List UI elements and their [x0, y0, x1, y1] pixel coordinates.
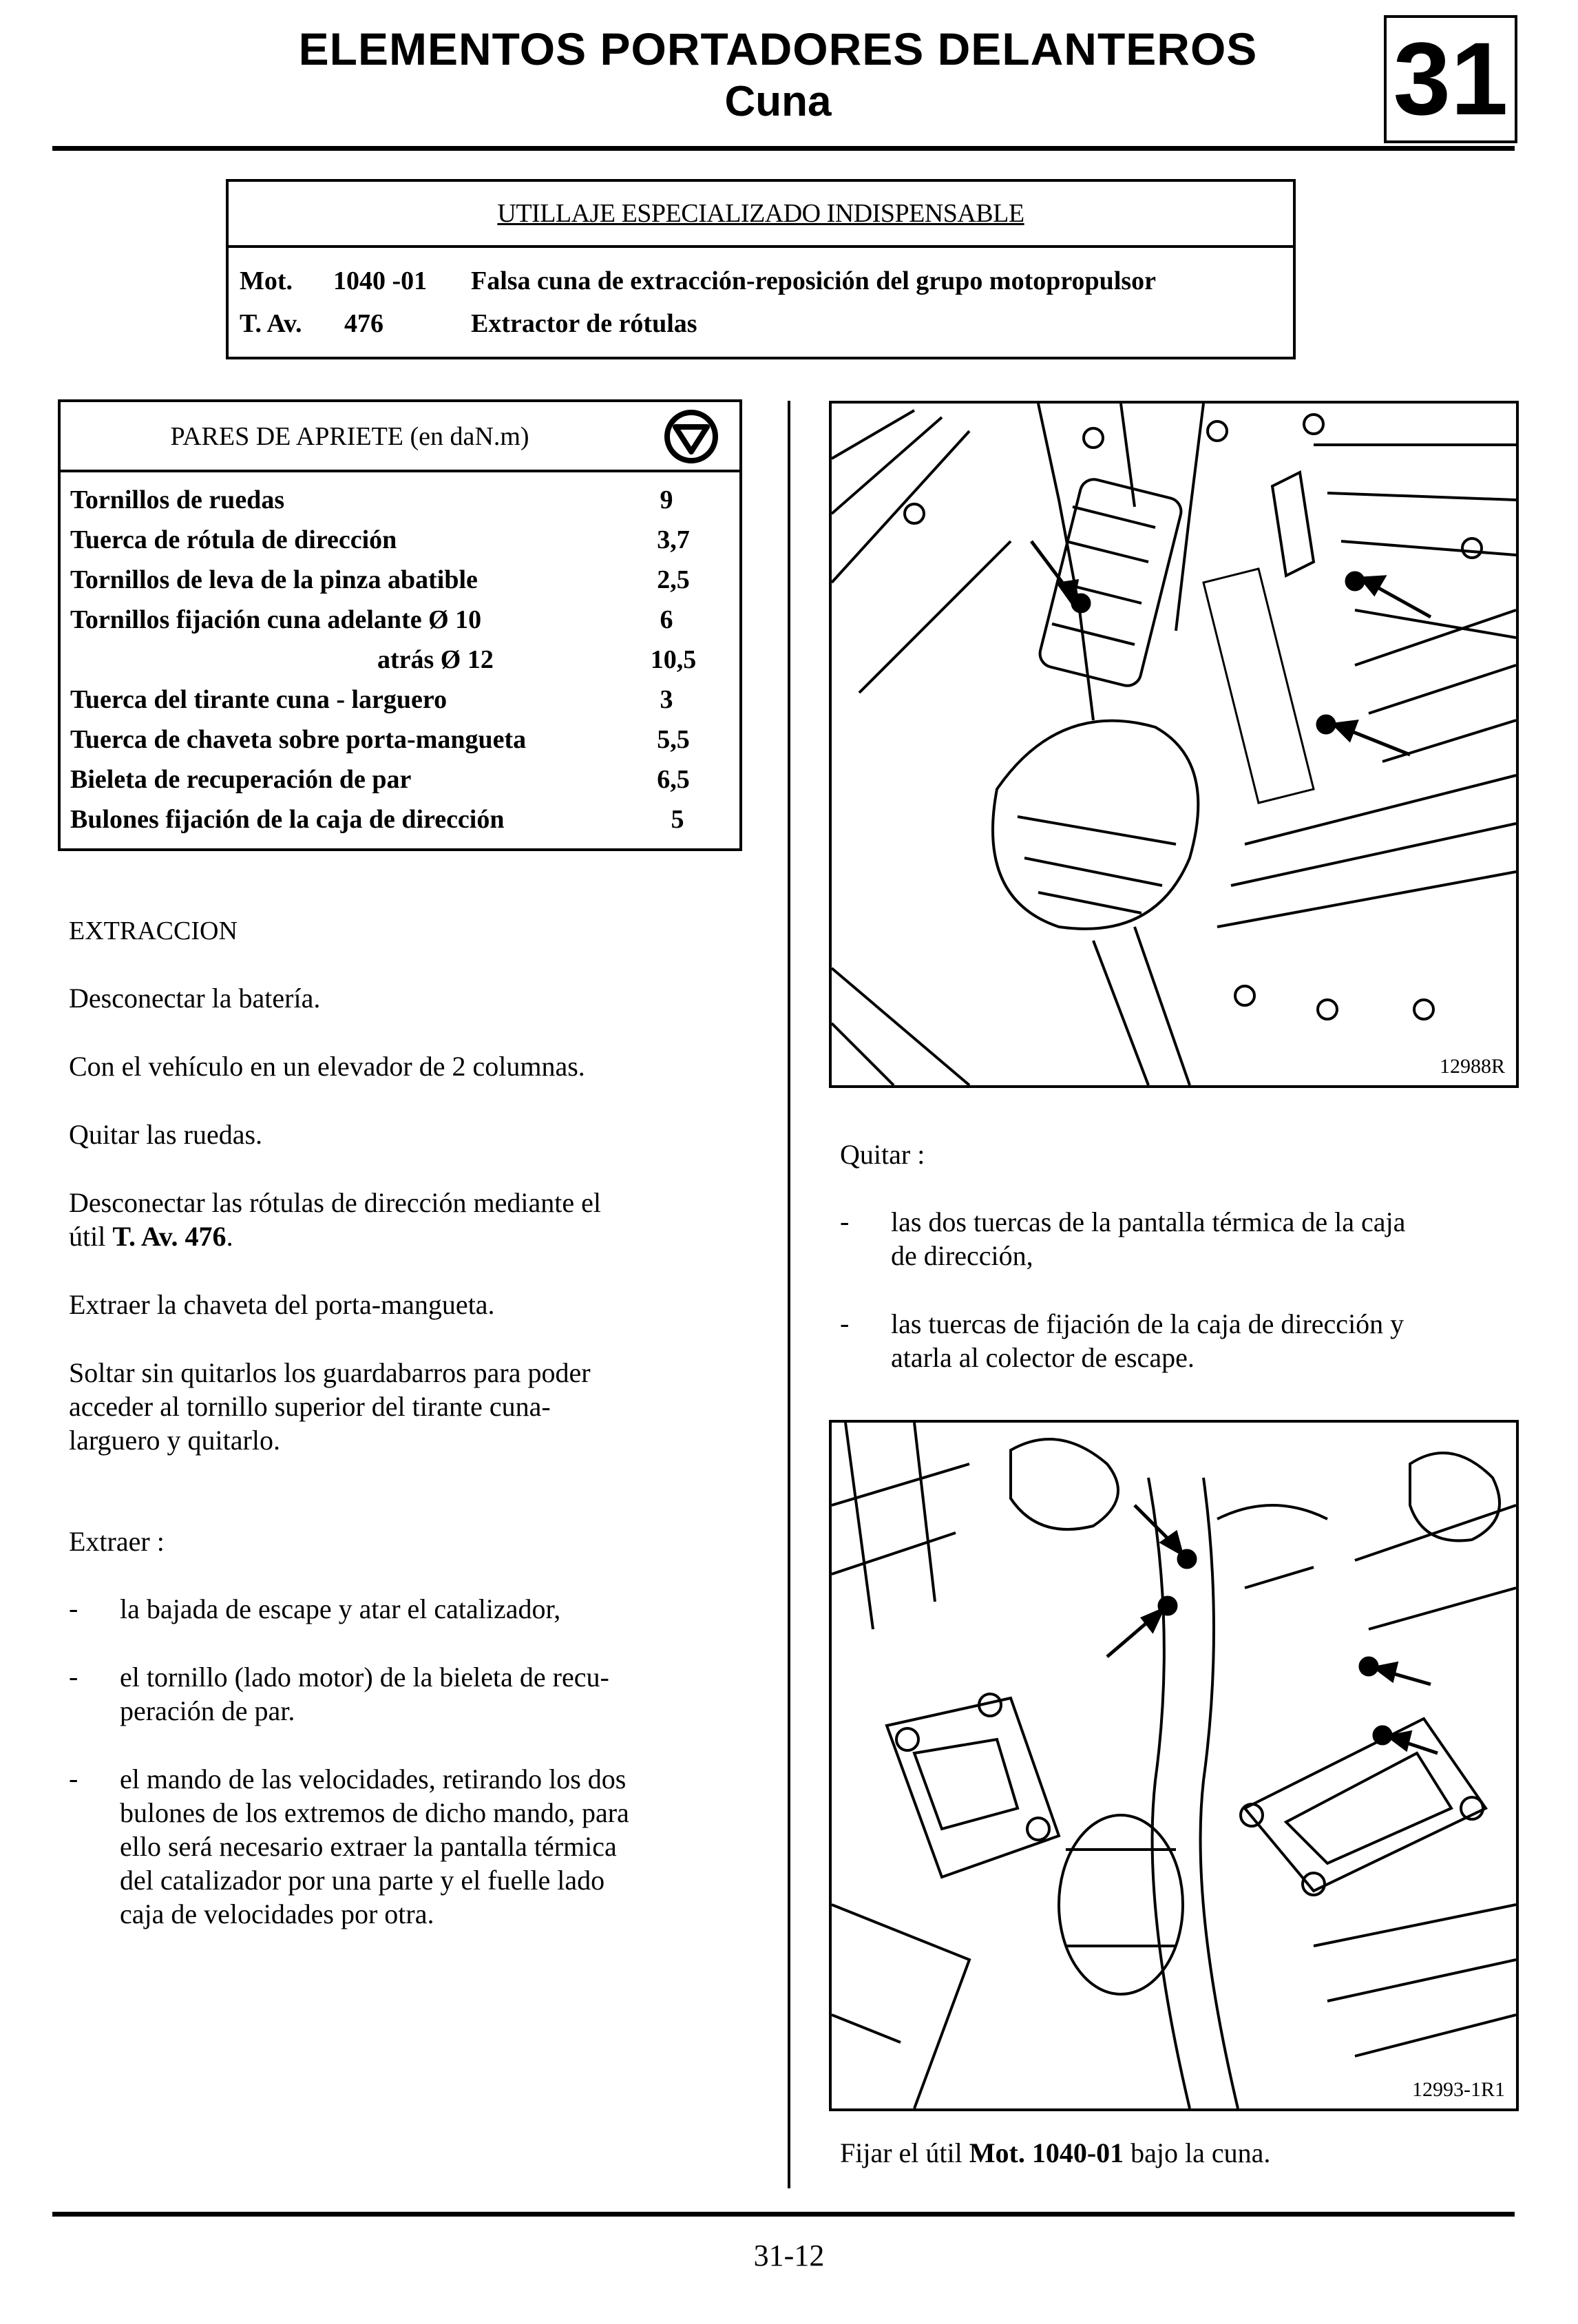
list-item: el tornillo (lado motor) de la bieleta de recu- [120, 1662, 609, 1693]
paragraph: Quitar las ruedas. [69, 1119, 263, 1150]
list-item: caja de velocidades por otra. [120, 1898, 434, 1929]
paragraph: Desconectar la batería. [69, 983, 321, 1014]
tool-number: 476 [344, 309, 383, 338]
torque-label: Tuerca de chaveta sobre porta-mangueta [70, 725, 527, 754]
list-item: el mando de las velocidades, retirando los dos [120, 1763, 627, 1794]
chapter-number: 31 [1384, 15, 1517, 143]
header-divider [52, 146, 1515, 151]
torque-heading-row [61, 402, 739, 472]
technical-illustration [832, 404, 1516, 1085]
section-title: EXTRACCION [69, 917, 238, 945]
torque-value: 2,5 [657, 565, 690, 594]
torque-label: Tuerca del tirante cuna - larguero [70, 685, 448, 714]
torque-symbol-icon [664, 409, 719, 464]
torque-value: 5 [671, 805, 684, 834]
paragraph: Soltar sin quitarlos los guardabarros para poder [69, 1357, 591, 1388]
torque-value: 3 [660, 685, 673, 714]
figure-steering-box [829, 1420, 1519, 2111]
extraer-intro: Extraer : [69, 1526, 165, 1557]
torque-label: Bulones fijación de la caja de dirección [70, 805, 505, 834]
tool-reference: T. Av. 476 [112, 1221, 227, 1252]
torque-label: Tuerca de rótula de dirección [70, 525, 397, 554]
tool-number: 1040 -01 [333, 266, 428, 295]
figure-code: 12993-1R1 [1412, 2078, 1505, 2101]
paragraph: Con el vehículo en un elevador de 2 columnas. [69, 1051, 585, 1082]
torque-table [58, 399, 742, 851]
torque-label: Tornillos fijación cuna adelante Ø 10 [70, 605, 482, 634]
footer-divider [52, 2212, 1515, 2217]
paragraph: Desconectar las rótulas de dirección mediante el [69, 1187, 601, 1218]
list-dash: - [69, 1763, 78, 1794]
figure-underbody-exhaust [829, 401, 1519, 1088]
torque-value: 5,5 [657, 725, 690, 754]
list-item: atarla al colector de escape. [891, 1342, 1195, 1373]
tool-description: Extractor de rótulas [471, 309, 697, 338]
list-item: ello será necesario extraer la pantalla térmica [120, 1831, 617, 1862]
torque-label: Tornillos de ruedas [70, 485, 285, 514]
column-divider [788, 401, 790, 2188]
torque-label: Tornillos de leva de la pinza abatible [70, 565, 478, 594]
page-number: 31-12 [753, 2239, 825, 2272]
torque-value: 6 [660, 605, 673, 634]
list-item: la bajada de escape y atar el catalizador, [120, 1593, 561, 1624]
list-dash: - [840, 1308, 850, 1339]
paragraph: acceder al tornillo superior del tirante cuna- [69, 1391, 551, 1422]
list-item: peración de par. [120, 1695, 295, 1726]
list-dash: - [69, 1661, 78, 1692]
torque-value: 9 [660, 485, 673, 514]
list-item: de dirección, [891, 1240, 1033, 1271]
tool-prefix: T. Av. [240, 309, 302, 338]
page-title: ELEMENTOS PORTADORES DELANTEROS [298, 23, 1258, 74]
tool-prefix: Mot. [240, 266, 293, 295]
final-instruction: Fijar el útil Mot. 1040-01 bajo la cuna. [840, 2137, 1271, 2168]
paragraph: útil T. Av. 476. [69, 1221, 233, 1252]
special-tools-table [226, 179, 1296, 359]
special-tools-heading: UTILLAJE ESPECIALIZADO INDISPENSABLE [229, 182, 1293, 248]
technical-illustration [832, 1423, 1516, 2108]
list-item: las tuercas de fijación de la caja de dirección y [891, 1308, 1405, 1339]
figure-code: 12988R [1439, 1055, 1505, 1078]
tool-reference: Mot. 1040-01 [969, 2137, 1124, 2168]
list-item: del catalizador por una parte y el fuelle lado [120, 1865, 605, 1896]
list-item: bulones de los extremos de dicho mando, para [120, 1797, 629, 1828]
torque-value: 10,5 [650, 645, 697, 674]
quitar-intro: Quitar : [840, 1139, 925, 1170]
list-dash: - [69, 1593, 78, 1624]
torque-label: Bieleta de recuperación de par [70, 765, 412, 794]
torque-value: 6,5 [657, 765, 690, 794]
list-item: las dos tuercas de la pantalla térmica de la caja [891, 1206, 1406, 1237]
paragraph: Extraer la chaveta del porta-mangueta. [69, 1289, 495, 1320]
list-dash: - [840, 1206, 850, 1237]
page-subtitle: Cuna [724, 78, 832, 125]
paragraph: larguero y quitarlo. [69, 1425, 280, 1456]
tool-description: Falsa cuna de extracción-reposición del grupo motopropulsor [471, 266, 1157, 295]
torque-value: 3,7 [657, 525, 690, 554]
torque-heading: PARES DE APRIETE (en daN.m) [170, 422, 529, 451]
torque-label: atrás Ø 12 [377, 645, 494, 674]
